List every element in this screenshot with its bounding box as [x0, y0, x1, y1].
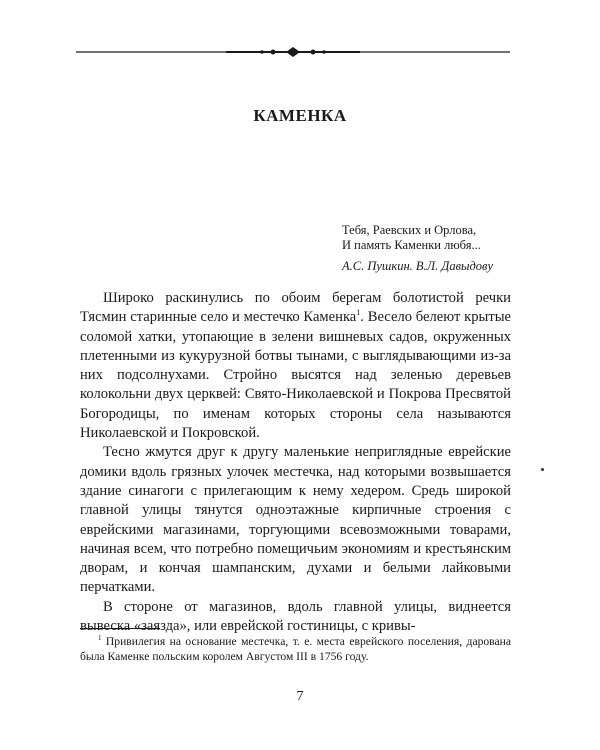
- epigraph-attribution: А.С. Пушкин. В.Л. Давыдову: [342, 259, 494, 273]
- paragraph: В стороне от магазинов, вдоль главной улицы, виднеется вывеска «заязда», или еврейской гостиницы, с кривы-: [80, 598, 511, 635]
- paragraph: Тесно жмутся друг к другу маленькие неприглядные еврейские домики вдоль грязных улочек местечка, над которыми возвышается здание синагоги с прилегающим к нему хедером. Средь широкой главной улицы тянутся одноэтажные кирпичные строения с еврейскими магазинами, торгующими всевозможными товарами, начиная всем, что потребно помещичьим экономиям и крестьянским дворам, и кончая шампанским, духами и белыми лайковыми перчатками.: [80, 444, 511, 596]
- epigraph-line: Тебя, Раевских и Орлова,: [342, 223, 477, 237]
- body-text: [80, 289, 511, 636]
- paragraph-text: Широко раскинулись по обоим берегам болотистой речки Тясмин старинные село и местечко Каменка: [80, 290, 511, 326]
- chapter-title: КАМЕНКА: [253, 106, 347, 125]
- page-number: 7: [296, 689, 304, 704]
- footnote-marker: 1: [98, 634, 102, 643]
- footnote-marker: 1: [356, 308, 361, 318]
- footnote-text: Привилегия на основание местечка, т. е. места еврейского поселения, дарована была Каменке польским королем Августом III в 1756 году.: [80, 635, 511, 663]
- epigraph: [342, 223, 512, 274]
- paragraph: [80, 289, 511, 443]
- margin-mark: [541, 468, 544, 471]
- epigraph-line: И память Каменки любя...: [342, 238, 481, 252]
- footnote-divider: [80, 628, 160, 629]
- paragraph-text: . Весело белеют крытые соломой хатки, утопающие в зелени вишневых садов, окруженных плетенными из кукурузной ботвы тынами, с выглядывающими из-за них подсолнухами. Стройно высятся над зеленью деревьев колокольни двух церквей: Свято-Николаевской и Покрова Пресвятой Богородицы, по именам которых стороны села называются Николаевской и Покровской.: [80, 309, 511, 442]
- footnote: [80, 634, 511, 664]
- header-ornament: [76, 44, 510, 60]
